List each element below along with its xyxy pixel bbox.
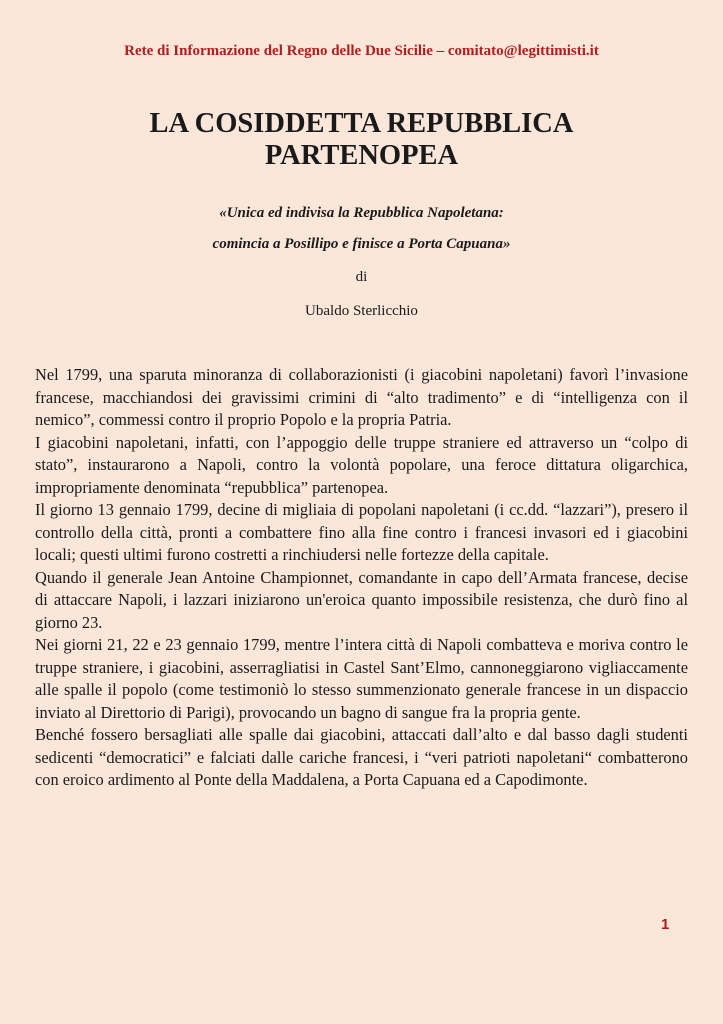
body-paragraph: I giacobini napoletani, infatti, con l’appoggio delle truppe straniere ed attraverso un “colpo di stato”, instaurarono a Napoli, contro la volontà popolare, una feroce dittatura oligarchica, impropriamente denominata “repubblica” partenopea. — [35, 432, 688, 497]
body-paragraph: Il giorno 13 gennaio 1799, decine di migliaia di popolani napoletani (i cc.dd. “lazzari”), presero il controllo della città, pronti a combattere fino alla fine contro i francesi invasori ed i giacobini locali; questi ultimi furono costretti a rinchiudersi nelle fortezze della capitale. — [35, 500, 688, 564]
byline-di: di — [355, 269, 368, 285]
document-body — [35, 364, 688, 792]
body-paragraph: Benché fossero bersagliati alle spalle dai giacobini, attaccati dall’alto e dal basso dagli studenti sedicenti “democratici” e falciati dalle cariche francesi, i “veri patrioti napoletani“ combatterono con eroico ardimento al Ponte della Maddalena, a Porta Capuana ed a Capodimonte. — [35, 725, 688, 789]
author-name: Ubaldo Sterlicchio — [305, 303, 418, 319]
body-paragraph: Nel 1799, una sparuta minoranza di collaborazionisti (i giacobini napoletani) favorì l’invasione francese, macchiandosi dei gravissimi crimini di “alto tradimento” e di “intelligenza con il nemico”, commessi contro il proprio Popolo e la propria Patria. — [35, 365, 688, 429]
document-title-line-1: LA COSIDDETTA REPUBBLICA — [149, 108, 574, 139]
page-number: 1 — [661, 916, 670, 933]
page-header: Rete di Informazione del Regno delle Due Sicilie – comitato@legittimisti.it — [124, 43, 599, 59]
body-paragraph: Nei giorni 21, 22 e 23 gennaio 1799, mentre l’intera città di Napoli combatteva e moriva contro le truppe straniere, i giacobini, asserragliatisi in Castel Sant’Elmo, cannoneggiarono vigliaccamente alle spalle il popolo (come testimoniò lo stesso summenzionato generale francese in un dispaccio inviato al Direttorio di Parigi), provocando un bagno di sangue fra la propria gente. — [35, 635, 688, 722]
epigraph-line-1: «Unica ed indivisa la Repubblica Napoletana: — [219, 205, 504, 221]
document-title — [60, 108, 663, 172]
epigraph-line-2: comincia a Posillipo e finisce a Porta Capuana» — [212, 236, 511, 252]
document-title-line-2: PARTENOPEA — [264, 140, 459, 171]
body-paragraph: Quando il generale Jean Antoine Championnet, comandante in capo dell’Armata francese, decise di attaccare Napoli, i lazzari iniziarono un'eroica quanto impossibile resistenza, che durò fino al giorno 23. — [35, 567, 688, 632]
